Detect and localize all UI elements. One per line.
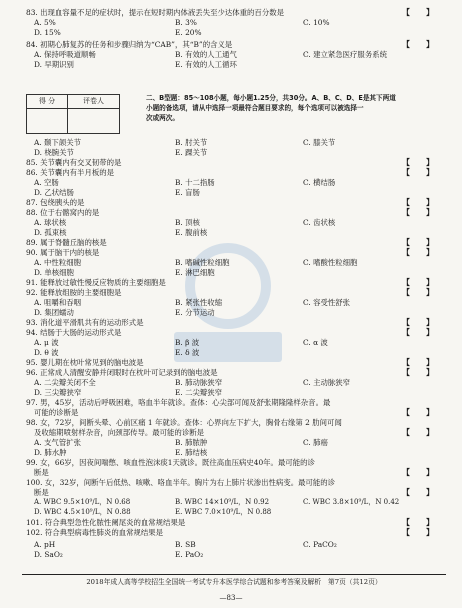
question-86: 86. 关节囊内有半月板的是 — [26, 168, 115, 177]
answer-bracket: 【 】 — [402, 278, 434, 287]
question-92: 92. 能释放组胺的主要细胞是 — [26, 288, 122, 297]
q84-option-c: C. 建立紧急医疗服务系统 — [303, 50, 387, 59]
answer-bracket: 【 】 — [402, 468, 434, 477]
g100-option-d: D. WBC 4.5×10⁹/L，N 0.88 — [34, 508, 131, 516]
g102-option-e: E. PaO₂ — [175, 550, 204, 559]
score-box — [26, 94, 120, 134]
g102-option-a: A. pH — [34, 540, 56, 549]
q84-option-e: E. 有效的人工循环 — [175, 60, 237, 69]
footer-divider — [22, 574, 446, 575]
question-98-line-1: 98. 女，72岁，间断头晕、心前区痛 1 年就诊。查体：心界向左下扩大，胸骨右缘第 2 肋间可闻 — [26, 418, 342, 427]
q83-option-d: D. 15% — [34, 28, 61, 37]
question-96: 96. 正常成人清醒安静并闭眼时在枕叶可记录到的脑电波是 — [26, 368, 218, 377]
g94-option-c: C. α 波 — [303, 338, 328, 347]
section-instructions-line-2: 小题的备选项，请从中选择一项最符合题目要求的，每个选项可以被选择一 — [146, 104, 364, 112]
g96-option-a: A. 二尖瓣关闭不全 — [34, 378, 96, 387]
answer-bracket: 【 】 — [402, 328, 434, 337]
g100-option-e: E. WBC 7.0×10⁹/L，N 0.88 — [175, 508, 272, 516]
g96-option-d: D. 三尖瓣狭窄 — [34, 388, 82, 397]
answer-bracket: 【 】 — [402, 408, 434, 417]
question-89: 89. 属于脊髓丘脑的核是 — [26, 238, 107, 247]
answer-bracket: 【 】 — [402, 358, 434, 367]
question-95: 95. 婴儿期在枕叶常见到的脑电波是 — [26, 358, 144, 367]
question-85: 85. 关节囊内有交叉韧带的是 — [26, 158, 122, 167]
g102-option-b: B. SB — [175, 540, 196, 549]
question-102: 102. 符合典型病毒性肺炎的血常规结果是 — [26, 528, 164, 537]
answer-bracket: 【 】 — [402, 248, 434, 257]
g90-option-a: A. 中性粒细胞 — [34, 258, 81, 267]
g88-option-b: B. 顶核 — [175, 218, 200, 227]
g102-option-c: C. PaCO₂ — [303, 540, 337, 549]
g90-option-e: E. 淋巴细胞 — [175, 268, 215, 277]
g94-option-b: B. β 波 — [175, 338, 200, 347]
g86-option-b: B. 十二指肠 — [175, 178, 215, 187]
g94-option-d: D. θ 波 — [34, 348, 59, 357]
page-number: —83— — [219, 594, 243, 602]
page-footer: 2018年成人高等学校招生全国统一考试专升本医学综合试题和参考答案及解析 第7页（共12页） — [86, 578, 382, 586]
q84-option-b: B. 有效的人工通气 — [175, 50, 237, 59]
g98-option-e: E. 肺结核 — [175, 448, 208, 457]
q84-option-a: A. 保持呼吸道顺畅 — [34, 50, 96, 59]
g85-option-a: A. 颞下颌关节 — [34, 138, 81, 147]
answer-bracket: 【 】 — [402, 198, 434, 207]
g86-option-e: E. 盲肠 — [175, 188, 200, 197]
q83-option-c: C. 10% — [303, 18, 330, 27]
g88-option-c: C. 齿状核 — [303, 218, 336, 227]
question-94: 94. 结肠于大肠的运动形式是 — [26, 328, 122, 337]
score-label: 得 分 — [38, 97, 56, 105]
answer-bracket: 【 】 — [402, 368, 434, 377]
q83-option-a: A. 5% — [34, 18, 56, 27]
grader-label: 评卷人 — [83, 97, 104, 105]
q83-option-b: B. 3% — [175, 18, 197, 27]
answer-bracket: 【 】 — [402, 40, 434, 49]
question-88: 88. 位于右髂窝内的是 — [26, 208, 100, 217]
g98-option-d: D. 肺水肿 — [34, 448, 67, 457]
question-90: 90. 属于脑干内的核是 — [26, 248, 100, 257]
g96-option-b: B. 肺动脉狭窄 — [175, 378, 223, 387]
g100-option-b: B. WBC 14×10⁹/L，N 0.92 — [175, 498, 270, 506]
answer-bracket: 【 】 — [402, 288, 434, 297]
g92-option-c: C. 容受性舒张 — [303, 298, 351, 307]
answer-bracket: 【 】 — [402, 238, 434, 247]
g102-option-d: D. SaO₂ — [34, 550, 63, 559]
question-84: 84. 初期心肺复苏的任务和步骤归纳为“CAB”，其“B”的含义是 — [26, 40, 233, 49]
g90-option-c: C. 嗜酸性粒细胞 — [303, 258, 358, 267]
question-98-line-2: 及收缩期喷射样杂音，向颈部传导。最可能的诊断是 — [34, 428, 204, 437]
question-97-line-1: 97. 男，45岁，活动后呼吸困难，咯血半年就诊。查体：心尖部可闻及舒张期隆隆样杂音。最 — [26, 398, 331, 407]
question-93: 93. 消化道平滑肌共有的运动形式是 — [26, 318, 144, 327]
g100-option-a: A. WBC 9.5×10⁹/L，N 0.68 — [34, 498, 131, 506]
answer-bracket: 【 】 — [402, 528, 434, 537]
question-87: 87. 包绕胰头的是 — [26, 198, 85, 207]
g90-option-d: D. 单核细胞 — [34, 268, 74, 277]
g85-option-b: B. 肘关节 — [175, 138, 208, 147]
g88-option-d: D. 孤束核 — [34, 228, 67, 237]
g88-option-a: A. 球状核 — [34, 218, 67, 227]
answer-bracket: 【 】 — [402, 8, 434, 17]
g86-option-a: A. 空肠 — [34, 178, 59, 187]
g96-option-c: C. 主动脉狭窄 — [303, 378, 351, 387]
q84-option-d: D. 早期识别 — [34, 60, 74, 69]
g94-option-e: E. δ 波 — [175, 348, 200, 357]
answer-bracket: 【 】 — [402, 428, 434, 437]
g88-option-e: E. 腹前核 — [175, 228, 208, 237]
g85-option-d: D. 桡腕关节 — [34, 148, 74, 157]
g98-option-b: B. 肺脓肿 — [175, 438, 208, 447]
answer-bracket: 【 】 — [402, 168, 434, 177]
g100-option-c: C. WBC 3.8×10⁹/L，N 0.42 — [303, 498, 400, 506]
g92-option-e: E. 分节运动 — [175, 308, 215, 317]
section-instructions-line-1: 二、B型题：85～108小题，每小题1.25分，共30分。A、B、C、D、E是其下两道 — [146, 94, 396, 102]
g92-option-b: B. 紧张性收缩 — [175, 298, 223, 307]
g98-option-a: A. 支气管扩张 — [34, 438, 81, 447]
answer-bracket: 【 】 — [402, 518, 434, 527]
answer-bracket: 【 】 — [402, 208, 434, 217]
g85-option-e: E. 踝关节 — [175, 148, 208, 157]
q83-option-e: E. 20% — [175, 28, 202, 37]
question-83: 83. 出现血容量不足的症状时，提示在短时期内体液丢失至少达体重的百分数是 — [26, 8, 284, 17]
g92-option-a: A. 咀嚼和吞咽 — [34, 298, 81, 307]
g86-option-c: C. 横结肠 — [303, 178, 336, 187]
question-100-line-2: 断是 — [34, 488, 49, 497]
g92-option-d: D. 集团蠕动 — [34, 308, 74, 317]
answer-bracket: 【 】 — [402, 158, 434, 167]
g96-option-e: E. 二尖瓣狭窄 — [175, 388, 223, 397]
question-91: 91. 能释放过敏性慢反应物质的主要细胞是 — [26, 278, 166, 287]
question-100-line-1: 100. 女，32岁，间断午后低热、咳嗽、咯血半年。胸片为右上肺片状渗出性病变。最可能的诊 — [26, 478, 336, 487]
answer-bracket: 【 】 — [402, 318, 434, 327]
g94-option-a: A. μ 波 — [34, 338, 59, 347]
g86-option-d: D. 乙状结肠 — [34, 188, 74, 197]
g85-option-c: C. 膝关节 — [303, 138, 336, 147]
answer-bracket: 【 】 — [402, 488, 434, 497]
question-99-line-1: 99. 女，66岁，因夜间喘憋、咳血性泡沫痰1天就诊。既往高血压病史40年。最可能的诊 — [26, 458, 315, 467]
question-101: 101. 符合典型急性化脓性阑尾炎的血常规结果是 — [26, 518, 186, 527]
g90-option-b: B. 嗜碱性粒细胞 — [175, 258, 230, 267]
question-97-line-2: 可能的诊断是 — [34, 408, 79, 417]
g98-option-c: C. 肺癌 — [303, 438, 328, 447]
question-99-line-2: 断是 — [34, 468, 49, 477]
section-instructions-line-3: 次或两次。 — [146, 114, 179, 122]
